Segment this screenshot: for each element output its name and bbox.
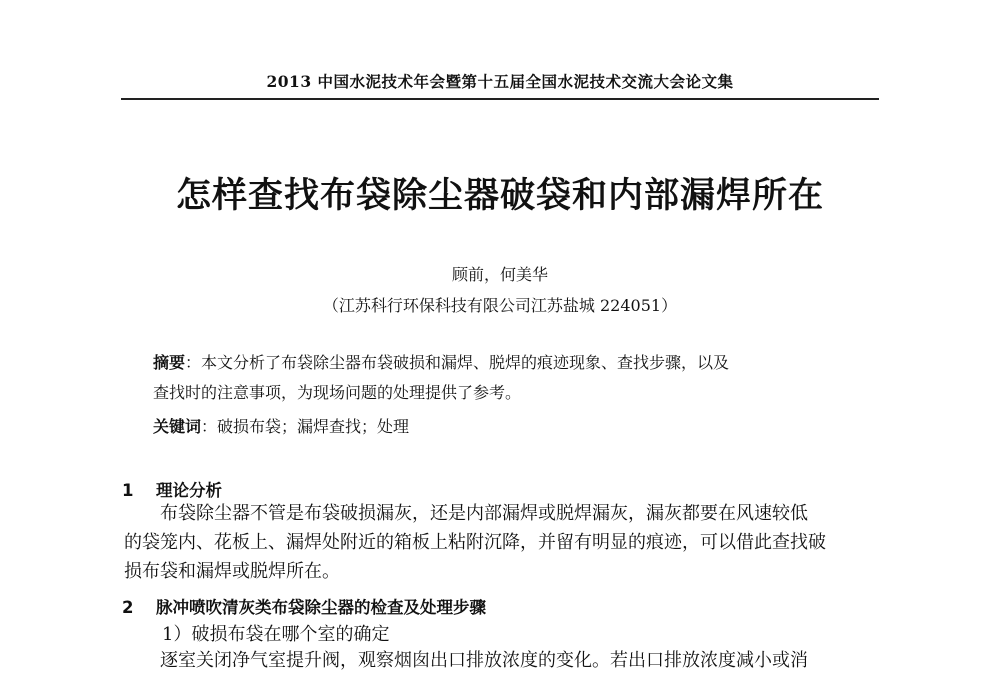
section-title: 理论分析 bbox=[156, 481, 222, 500]
paragraph-line: 损布袋和漏焊或脱焊所在。 bbox=[124, 561, 340, 582]
abstract-line-1 bbox=[153, 348, 853, 378]
paragraph-line: 布袋除尘器不管是布袋破损漏灰，还是内部漏焊或脱焊漏灰，漏灰都要在风速较低 bbox=[160, 503, 808, 524]
abstract-line-2: 查找时的注意事项，为现场问题的处理提供了参考。 bbox=[153, 383, 522, 402]
section-heading-1 bbox=[122, 477, 222, 501]
paragraph-line: 逐室关闭净气室提升阀，观察烟囱出口排放浓度的变化。若出口排放浓度减小或消 bbox=[160, 650, 808, 671]
section-2-paragraph bbox=[124, 646, 882, 675]
section-title: 脉冲喷吹清灰类布袋除尘器的检查及处理步骤 bbox=[156, 598, 486, 617]
section-number: 1 bbox=[122, 481, 134, 500]
keywords-label: 关键词 bbox=[153, 417, 202, 436]
running-header: 2013 中国水泥技术年会暨第十五届全国水泥技术交流大会论文集 bbox=[266, 72, 734, 91]
section-1-paragraph bbox=[124, 499, 882, 586]
keywords-text: ：破损布袋；漏焊查找；处理 bbox=[201, 417, 410, 436]
section-heading-2 bbox=[122, 594, 486, 618]
header-rule bbox=[121, 98, 879, 100]
abstract-label: 摘要 bbox=[153, 353, 186, 372]
subsection-item: 1）破损布袋在哪个室的确定 bbox=[162, 624, 390, 645]
affiliation: （江苏科行环保科技有限公司江苏盐城 224051） bbox=[322, 296, 678, 315]
keywords bbox=[153, 412, 853, 442]
paper-title: 怎样查找布袋除尘器破袋和内部漏焊所在 bbox=[175, 176, 824, 216]
section-number: 2 bbox=[122, 598, 134, 617]
authors: 顾前，何美华 bbox=[451, 265, 548, 284]
abstract bbox=[153, 348, 853, 408]
abstract-text-1: ：本文分析了布袋除尘器布袋破损和漏焊、脱焊的痕迹现象、查找步骤，以及 bbox=[185, 353, 730, 372]
paragraph-line: 的袋笼内、花板上、漏焊处附近的箱板上粘附沉降，并留有明显的痕迹，可以借此查找破 bbox=[124, 532, 826, 553]
